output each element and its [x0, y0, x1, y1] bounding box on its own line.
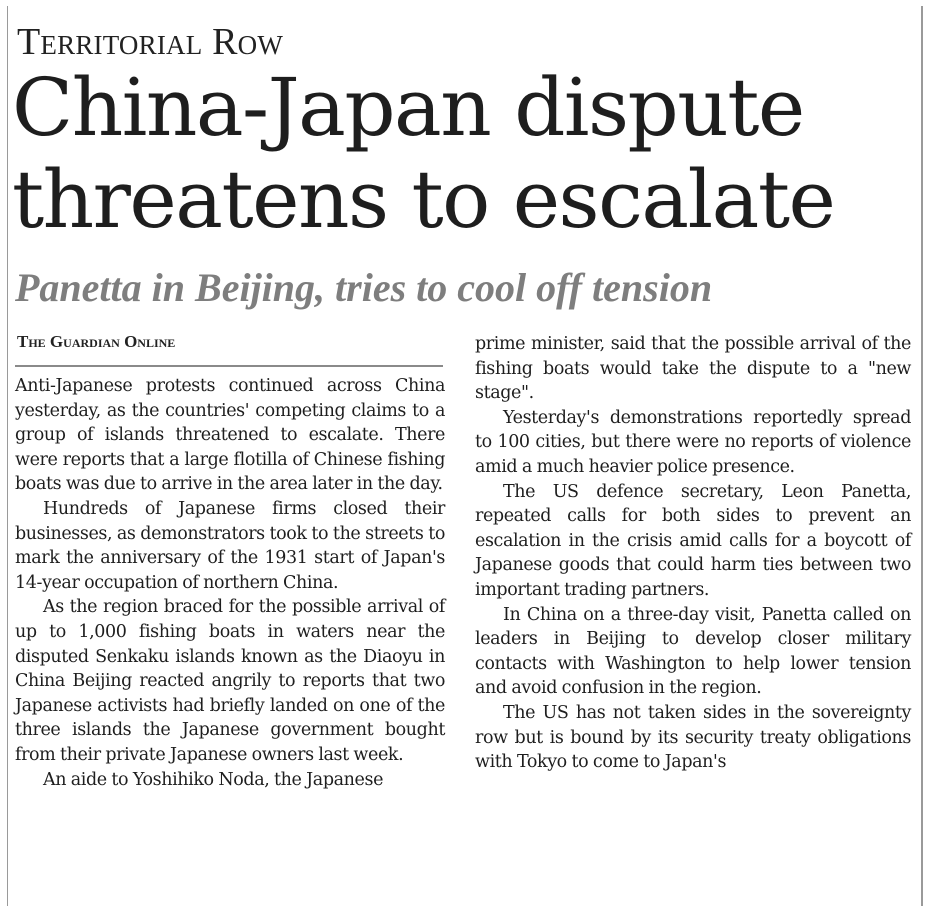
paragraph: Anti-Japanese protests continued across China yesterday, as the countries' competing claims to a group of islands threatened to escalate. There were reports that a large flotilla of Chinese fishing boats was due to arrive in the area later in the day.: [15, 376, 445, 495]
subheadline: Panetta in Beijing, tries to cool off tension: [15, 265, 713, 310]
article-column-2: [475, 332, 911, 775]
left-column-rule: [7, 6, 8, 906]
article-column-1: [15, 374, 445, 792]
section-kicker: Territorial Row: [17, 21, 284, 63]
paragraph: As the region braced for the possible arrival of up to 1,000 fishing boats in waters near the disputed Senkaku islands known as the Diaoyu in China Beijing reacted angrily to reports that two Japanese activists had briefly landed on one of the three islands the Japanese government bought from their private Japanese owners last week.: [15, 597, 445, 765]
headline: China-Japan dispute threatens to escalate: [12, 61, 835, 246]
paragraph: The US defence secretary, Leon Panetta, repeated calls for both sides to prevent an escalation in the crisis amid calls for a boycott of Japanese goods that could harm ties between two important trading partners.: [475, 481, 911, 600]
byline: The Guardian Online: [17, 332, 176, 351]
paragraph: Yesterday's demonstrations reportedly spread to 100 cities, but there were no reports of violence amid a much heavier police presence.: [475, 407, 911, 477]
paragraph: Hundreds of Japanese firms closed their businesses, as demonstrators took to the streets to mark the anniversary of the 1931 start of Japan's 14-year occupation of northern China.: [15, 498, 445, 593]
paragraph: In China on a three-day visit, Panetta called on leaders in Beijing to develop closer military contacts with Washington to help lower tension and avoid confusion in the region.: [475, 604, 911, 699]
right-column-rule: [921, 6, 923, 906]
paragraph: prime minister, said that the possible arrival of the fishing boats would take the dispute to a "new stage".: [475, 334, 911, 404]
paragraph: The US has not taken sides in the sovereignty row but is bound by its security treaty obligations with Tokyo to come to Japan's: [475, 702, 911, 773]
paragraph: An aide to Yoshihiko Noda, the Japanese: [43, 769, 384, 790]
byline-divider: [15, 365, 443, 367]
